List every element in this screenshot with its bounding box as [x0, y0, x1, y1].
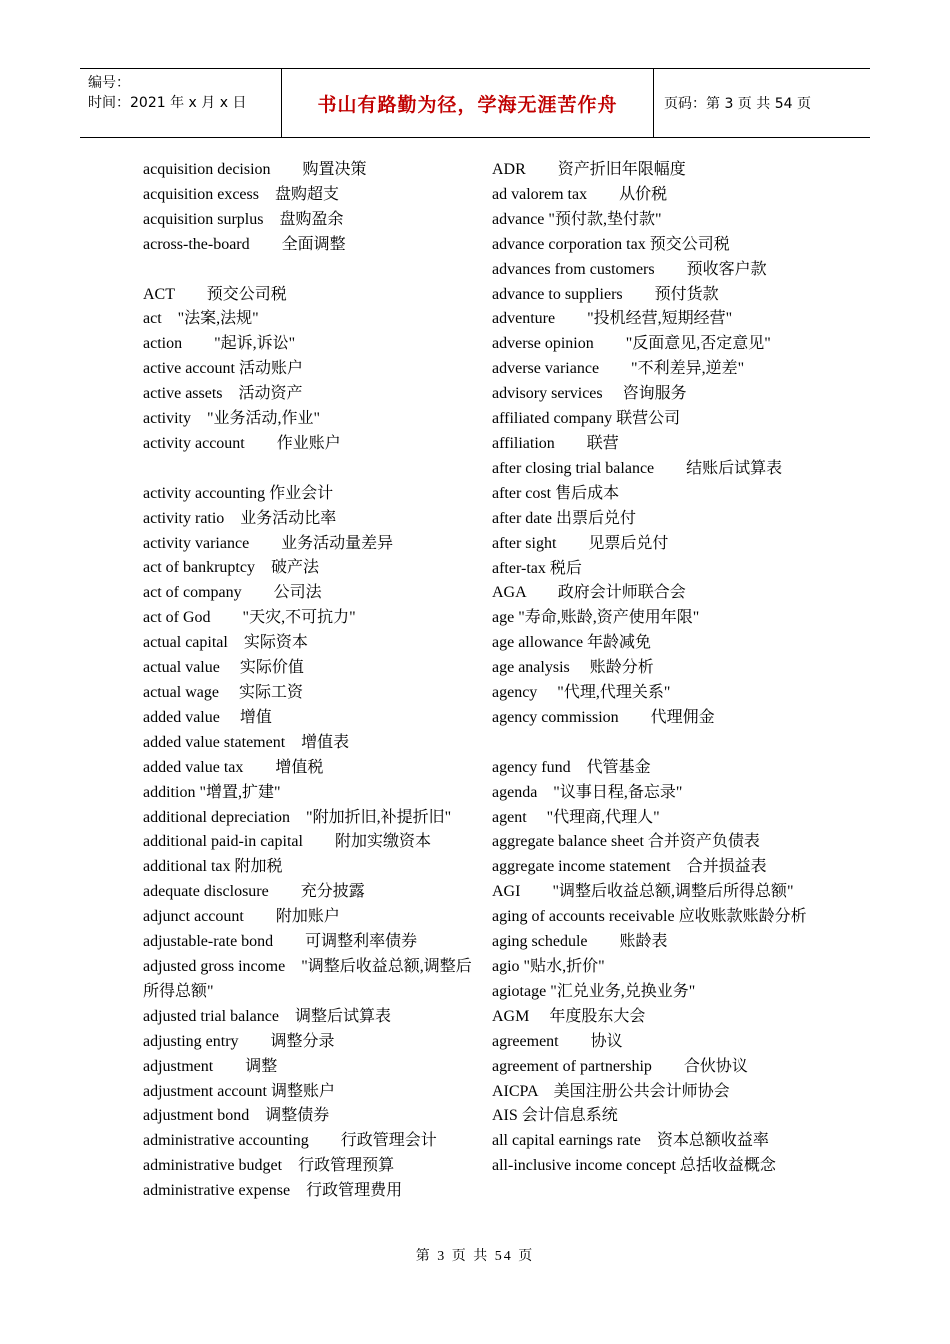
glossary-entry: age "寿命,账龄,资产使用年限" [492, 609, 700, 627]
glossary-entry: agreement of partnership 合伙协议 [492, 1057, 748, 1075]
glossary-entry: aging schedule 账龄表 [492, 933, 668, 951]
glossary-entry: act of company 公司法 [143, 584, 322, 602]
glossary-entry: adjustment account 调整账户 [143, 1082, 335, 1100]
glossary-entry: activity variance 业务活动量差异 [143, 534, 394, 552]
glossary-entry: advance "预付款,垫付款" [492, 210, 662, 228]
glossary-entry: adjunct account 附加账户 [143, 908, 340, 926]
glossary-entry: affiliated company 联营公司 [492, 410, 681, 428]
glossary-entry: AGA 政府会计师联合会 [492, 584, 686, 602]
glossary-entry: after date 出票后兑付 [492, 509, 636, 527]
glossary-entry: adequate disclosure 充分披露 [143, 883, 365, 901]
glossary-entry: all-inclusive income concept 总括收益概念 [492, 1157, 776, 1175]
glossary-entry: action "起诉,诉讼" [143, 335, 296, 353]
document-date: 时间：2021 年 x 月 x 日 [88, 95, 247, 111]
glossary-entry: additional paid-in capital 附加实缴资本 [143, 833, 431, 851]
glossary-entry: aggregate income statement 合并损益表 [492, 858, 767, 876]
glossary-entry: adjusted trial balance 调整后试算表 [143, 1007, 391, 1025]
glossary-entry: adjusted gross income "调整后收益总额,调整后所得总额" [143, 957, 472, 1000]
glossary-entry: agency commission 代理佣金 [492, 708, 715, 726]
glossary-entry: AGI "调整后收益总额,调整后所得总额" [492, 883, 794, 901]
glossary-entry: after closing trial balance 结账后试算表 [492, 459, 783, 477]
glossary-entry: added value statement 增值表 [143, 733, 350, 751]
glossary-entry: after cost 售后成本 [492, 484, 620, 502]
page-footer: 第 3 页 共 54 页 [415, 1249, 535, 1264]
glossary-entry: advance corporation tax 预交公司税 [492, 235, 730, 253]
glossary-entry: addition "增置,扩建" [143, 783, 281, 801]
document-number-label: 编号： [88, 75, 130, 91]
glossary-entry: additional depreciation "附加折旧,补提折旧" [143, 808, 452, 826]
glossary-entry: agiotage "汇兑业务,兑换业务" [492, 982, 696, 1000]
header-meta [80, 69, 282, 137]
glossary-entry: administrative accounting 行政管理会计 [143, 1132, 437, 1150]
glossary-entry: after-tax 税后 [492, 559, 582, 577]
glossary-entry: agent "代理商,代理人" [492, 808, 660, 826]
glossary-entry: activity ratio 业务活动比率 [143, 509, 337, 527]
glossary-entry: activity accounting 作业会计 [143, 484, 334, 502]
glossary-entry: aggregate balance sheet 合并资产负债表 [492, 833, 760, 851]
glossary-entry: adjustment 调整 [143, 1057, 278, 1075]
entry-spacer [143, 258, 473, 283]
glossary-entry: active account 活动账户 [143, 360, 303, 378]
glossary-entry: act of bankruptcy 破产法 [143, 559, 319, 577]
glossary-entry: after sight 见票后兑付 [492, 534, 669, 552]
glossary-entry: added value 增值 [143, 708, 272, 726]
glossary-entry: AIS 会计信息系统 [492, 1107, 618, 1125]
glossary-entry: AICPA 美国注册公共会计师协会 [492, 1082, 730, 1100]
glossary-entry: actual wage 实际工资 [143, 684, 303, 701]
glossary-right-column [492, 158, 822, 1179]
glossary-entry: ACT 预交公司税 [143, 285, 287, 303]
glossary-left-column [143, 158, 473, 1204]
glossary-entry: additional tax 附加税 [143, 858, 283, 876]
glossary-entry: AGM 年度股东大会 [492, 1007, 646, 1025]
glossary-entry: active assets 活动资产 [143, 385, 303, 403]
glossary-entry: adjustable-rate bond 可调整利率债券 [143, 933, 418, 951]
header-motto-cell [282, 69, 654, 137]
glossary-entry: aging of accounts receivable 应收账款账龄分析 [492, 908, 807, 926]
glossary-entry: adverse opinion "反面意见,否定意见" [492, 335, 771, 353]
entry-spacer [143, 457, 473, 482]
header-motto: 书山有路勤为径，学海无涯苦作舟 [317, 93, 618, 116]
page-header [80, 68, 870, 138]
glossary-entry: affiliation 联营 [492, 434, 619, 452]
glossary-entry: acquisition decision 购置决策 [143, 161, 367, 178]
glossary-entry: agio "贴水,折价" [492, 957, 605, 975]
glossary-entry: adjustment bond 调整债券 [143, 1107, 330, 1125]
glossary-entry: agency fund 代管基金 [492, 758, 651, 776]
glossary-entry: act of God "天灾,不可抗力" [143, 609, 356, 627]
glossary-entry: activity account 作业账户 [143, 434, 341, 452]
glossary-entry: acquisition surplus 盘购盈余 [143, 210, 344, 228]
glossary-entry: agreement 协议 [492, 1032, 623, 1050]
glossary-entry: advances from customers 预收客户款 [492, 260, 767, 278]
glossary-entry: agency "代理,代理关系" [492, 684, 671, 702]
glossary-entry: age analysis 账龄分析 [492, 659, 654, 677]
header-page-info: 页码：第 3 页 共 54 页 [664, 96, 811, 112]
glossary-entry: ADR 资产折旧年限幅度 [492, 161, 686, 178]
glossary-entry: advance to suppliers 预付货款 [492, 285, 719, 303]
glossary-entry: advisory services 咨询服务 [492, 385, 687, 403]
glossary-entry: added value tax 增值税 [143, 758, 324, 776]
glossary-entry: acquisition excess 盘购超支 [143, 185, 339, 203]
glossary-entry: ad valorem tax 从价税 [492, 185, 668, 203]
header-page-cell [654, 69, 870, 137]
entry-spacer [492, 731, 822, 756]
glossary-entry: adjusting entry 调整分录 [143, 1032, 335, 1050]
glossary-entry: adverse variance "不利差异,逆差" [492, 360, 745, 378]
glossary-entry: across-the-board 全面调整 [143, 235, 346, 253]
glossary-entry: adventure "投机经营,短期经营" [492, 310, 733, 328]
glossary-entry: act "法案,法规" [143, 310, 259, 328]
glossary-entry: administrative expense 行政管理费用 [143, 1182, 403, 1200]
glossary-entry: administrative budget 行政管理预算 [143, 1157, 395, 1175]
glossary-entry: agenda "议事日程,备忘录" [492, 783, 683, 801]
glossary-entry: actual capital 实际资本 [143, 634, 308, 652]
glossary-entry: activity "业务活动,作业" [143, 410, 321, 428]
glossary-entry: actual value 实际价值 [143, 659, 304, 677]
glossary-entry: age allowance 年龄减免 [492, 634, 652, 652]
glossary-entry: all capital earnings rate 资本总额收益率 [492, 1132, 769, 1150]
